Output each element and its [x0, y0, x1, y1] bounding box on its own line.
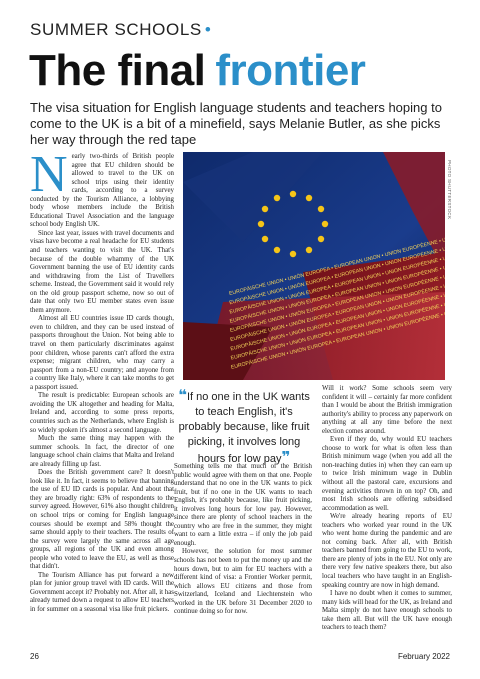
- paragraph: Even if they do, why would EU teachers choose to work for what is often less than British minimum wage (when you add all the non-teaching duties in) when they can earn up to twice Irish minimum wage in Dublin without all the pastoral care, excursions and evening activities thrown in on top? Oh, and most Irish schools are offering subsidised accommodation as well.: [322, 436, 452, 512]
- issue-date: February 2022: [397, 652, 450, 661]
- paragraph: Since last year, issues with travel documents and visas have become a real headache for EU students and teachers wanting to visit the UK. That's because of the double whammy of the UK Government banning the use of EU identity cards and withdrawing from the List of Travellers scheme. Instead, the Government said it would rely on the old group passport scheme, now so out of date that only two EU member states even issue them anymore.: [30, 229, 174, 314]
- photo-credit: PHOTO SHUTTERSTOCK: [447, 160, 452, 220]
- open-quote-icon: ❝: [178, 387, 187, 404]
- passport-photo: [183, 152, 445, 380]
- headline-part1: The final: [29, 46, 206, 95]
- headline: [29, 46, 365, 96]
- drop-cap: N: [30, 146, 68, 203]
- pull-quote-text: If no one in the UK wants to teach English, it's probably because, like fruit picking, it involves long hours for low pay: [178, 391, 310, 465]
- paragraph: Almost all EU countries issue ID cards though, even to children, and they can be used instead of passports throughout the Union. Not being able to travel on them particularly discriminates against poor children, whose parents can't afford the extra expense; migrant children, who may carry a passport from a non-EU country; and anyone from a country like Italy, where it can take months to get a passport issued.: [30, 315, 174, 391]
- paragraph: Will it work? Some schools seem very confident it will – certainly far more confident than I would be about the British immigration authority's ability to process any paperwork on anything at all any time before the next election comes around.: [322, 385, 452, 435]
- close-quote-icon: ❞: [281, 449, 291, 466]
- svg-text:EUROPÄISCHE UNION • UNIÓN EURO: EUROPÄISCHE UNION • UNIÓN EUROPEA • EUROPEAN UNION • UNION EUROPÉENNE • UNIONE: [228, 251, 445, 316]
- article-column-2: [174, 463, 312, 617]
- paragraph: Much the same thing may happen with the summer schools. In fact, the director of one language school chain claims that Malta and Ireland are already filling up fast.: [30, 435, 174, 468]
- paragraph: Something tells me that much of the British public would agree with them on that one. People understand that no one in the UK wants to pick fruit, but if no one in the UK wants to teach English, it's probably because, like fruit picking, it involves long hours for low pay. However, since there are plenty of school teachers in the country who are free in the summer, they might want to earn a little extra – if only the job paid enough.: [174, 463, 312, 547]
- paragraph: However, the solution for most summer schools has not been to put the money up and the hours down, but to aim for EU teachers with a different kind of visa: a Frontier Worker permit, which allows EU citizens and those from Switzerland, Iceland and Liechtenstein who worked in the UK before 31 December 2020 to continue doing so for now.: [174, 548, 312, 616]
- section-dot: •: [204, 20, 212, 39]
- page-number: 26: [30, 652, 39, 661]
- paragraph: Does the British government care? It doesn't look like it. In fact, it seems to believe that banning the use of EU ID cards is popular. And about that they are broadly right: 63% of respondents to the survey agreed. However, 61% also thought children on school trips or coming for English language courses should be exempt and 58% thought the same should apply to their teachers. The results of the survey were largely the same across all age groups, all regions of the UK and even among people who voted to leave the EU, as well as those that didn't.: [30, 469, 174, 571]
- paragraph: I have no doubt when it comes to summer, many kids will head for the UK, as Ireland and Malta simply do not have enough schools to take them all. But will the UK have enough teachers to teach them?: [322, 590, 452, 632]
- svg-text:EUROPÄISCHE UNION • UNIÓN EURO: EUROPÄISCHE UNION • UNIÓN EUROPEA • EUROPEAN UNION • UNION EUROPÉENNE • UNIONE: [228, 242, 445, 307]
- passport-illustration: [183, 152, 445, 380]
- section-label: [30, 20, 211, 40]
- section-label-text: SUMMER SCHOOLS: [30, 20, 202, 39]
- paragraph: The Tourism Alliance has put forward a new plan for junior group travel with ID cards. Will the Government accept it? Probably not. After all, it has already turned down a request to allow EU teachers in for summer on a seasonal visa like fruit pickers.: [30, 571, 174, 613]
- article-column-1: [30, 146, 174, 615]
- paragraph: early two-thirds of British people agree that EU children should be allowed to travel to the UK on school trips using their identity cards, according to a survey conducted by the Tourism Alliance, a lobbying body whose members include the British Educational Travel Association and the language school body English UK.: [30, 153, 174, 229]
- paragraph: We're already hearing reports of EU teachers who worked year round in the UK who went home during the pandemic and are not coming back. After all, with British teachers banned from going to the EU to work, there are plenty of jobs in the EU. Not only are there very few native speakers there, but also local teachers who have taught in an English-speaking country are now in high demand.: [322, 513, 452, 589]
- headline-part2: frontier: [215, 46, 366, 95]
- standfirst: The visa situation for English language students and teachers hoping to come to the UK is a bit of a minefield, says Melanie Butler, as she picks her way through the red tape: [30, 100, 442, 147]
- paragraph: The result is predictable: European schools are avoiding the UK altogether and heading for Malta, Ireland and, according to some press reports, countries such as the Netherlands, where English is so widely spoken it's almost a second language.: [30, 392, 174, 434]
- svg-text:EUROPÄISCHE UNION • UNIÓN EURO: EUROPÄISCHE UNION • UNIÓN EUROPEA • EUROPEAN UNION • UNION EUROPÉENNE • UNIONE: [229, 260, 445, 325]
- article-column-3: [322, 385, 452, 633]
- pull-quote: [174, 388, 314, 467]
